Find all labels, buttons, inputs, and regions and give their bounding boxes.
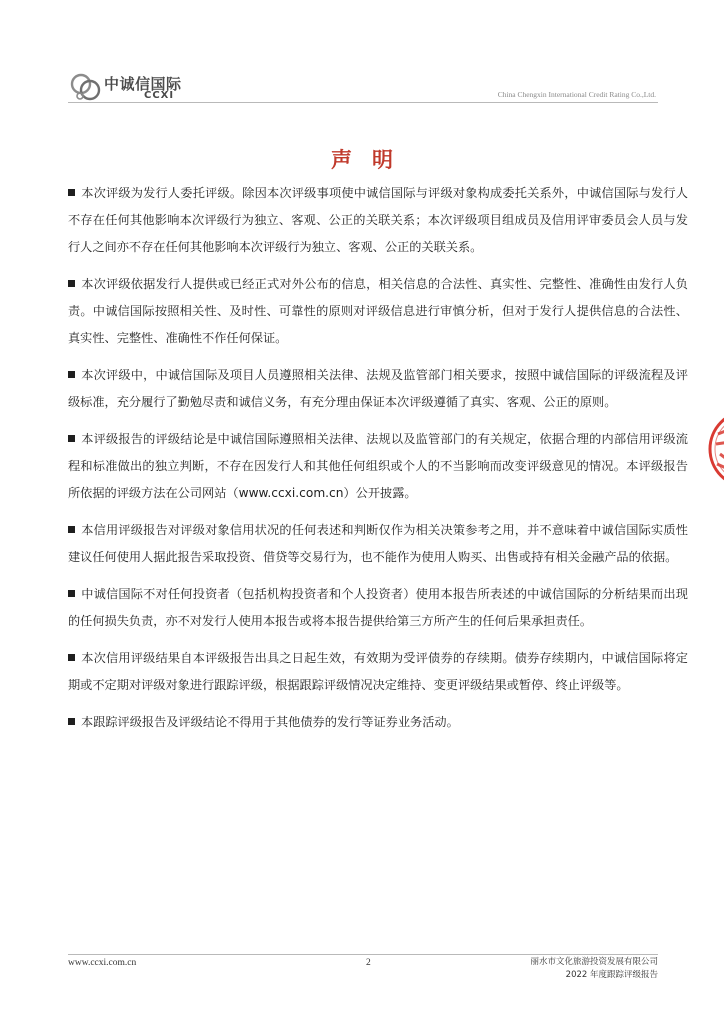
- logo-text-cn: 中诚信国际: [104, 75, 182, 93]
- paragraph-text: 本信用评级报告对评级对象信用状况的任何表述和判断仅作为相关决策参考之用，并不意味着中诚信国际实质性建议任何使用人据此报告采取投资、借贷等交易行为，也不能作为使用人购买、出售或持有相关金融产品的依据。: [68, 523, 688, 564]
- ccxi-logo-icon: [68, 70, 102, 104]
- statement-paragraph: [68, 426, 688, 507]
- footer-website: www.ccxi.com.cn: [68, 958, 137, 968]
- statement-paragraph: [68, 645, 688, 699]
- page-title: 声明: [331, 148, 413, 172]
- statement-paragraph: [68, 271, 688, 352]
- seal-stamp: [708, 404, 724, 494]
- bullet-icon: [68, 371, 75, 378]
- bullet-icon: [68, 526, 75, 533]
- page-number: 2: [366, 958, 371, 968]
- statement-paragraph: [68, 180, 688, 261]
- header-divider: [68, 102, 658, 103]
- statement-paragraph: [68, 709, 688, 736]
- paragraph-text: 本次评级为发行人委托评级。除因本次评级事项使中诚信国际与评级对象构成委托关系外，中诚信国际与发行人不存在任何其他影响本次评级行为独立、客观、公正的关联关系；本次评级项目组成员及信用评审委员会人员与发行人之间亦不存在任何其他影响本次评级行为独立、客观、公正的关联关系。: [68, 186, 688, 254]
- company-name-en: China Chengxin International Credit Rating Co.,Ltd.: [497, 90, 656, 99]
- logo-text-en: CCXI: [144, 90, 175, 101]
- paragraph-text: 本次信用评级结果自本评级报告出具之日起生效，有效期为受评债券的存续期。债券存续期内，中诚信国际将定期或不定期对评级对象进行跟踪评级，根据跟踪评级情况决定维持、变更评级结果或暂停、终止评级等。: [68, 651, 688, 692]
- paragraph-text: 本次评级中，中诚信国际及项目人员遵照相关法律、法规及监管部门相关要求，按照中诚信国际的评级流程及评级标准，充分履行了勤勉尽责和诚信义务，有充分理由保证本次评级遵循了真实、客观、公正的原则。: [68, 368, 688, 409]
- ccxi-logo: [68, 70, 208, 106]
- bullet-icon: [68, 189, 75, 196]
- statement-paragraph: [68, 581, 688, 635]
- paragraph-text: 本次评级依据发行人提供或已经正式对外公布的信息，相关信息的合法性、真实性、完整性、准确性由发行人负责。中诚信国际按照相关性、及时性、可靠性的原则对评级信息进行审慎分析，但对于发行人提供信息的合法性、真实性、完整性、准确性不作任何保证。: [68, 277, 688, 345]
- footer-report-info: [530, 956, 658, 982]
- statement-paragraph: [68, 517, 688, 571]
- footer-divider: [68, 954, 658, 955]
- footer-issuer: 丽水市文化旅游投资发展有限公司: [530, 957, 658, 967]
- statement-paragraph: [68, 362, 688, 416]
- page-header: [68, 70, 658, 106]
- footer-report-name: 2022 年度跟踪评级报告: [565, 970, 658, 980]
- paragraph-text: 本跟踪评级报告及评级结论不得用于其他债券的发行等证券业务活动。: [81, 715, 459, 729]
- bullet-icon: [68, 718, 75, 725]
- paragraph-text: 中诚信国际不对任何投资者（包括机构投资者和个人投资者）使用本报告所表述的中诚信国际的分析结果而出现的任何损失负责，亦不对发行人使用本报告或将本报告提供给第三方所产生的任何后果承担责任。: [68, 587, 688, 628]
- bullet-icon: [68, 590, 75, 597]
- statement-body: [68, 180, 688, 746]
- bullet-icon: [68, 654, 75, 661]
- bullet-icon: [68, 280, 75, 287]
- bullet-icon: [68, 435, 75, 442]
- paragraph-text: 本评级报告的评级结论是中诚信国际遵照相关法律、法规以及监管部门的有关规定，依据合理的内部信用评级流程和标准做出的独立判断，不存在因发行人和其他任何组织或个人的不当影响而改变评级意见的情况。本评级报告所依据的评级方法在公司网站（www.ccxi.com.cn）公开披露。: [68, 432, 688, 500]
